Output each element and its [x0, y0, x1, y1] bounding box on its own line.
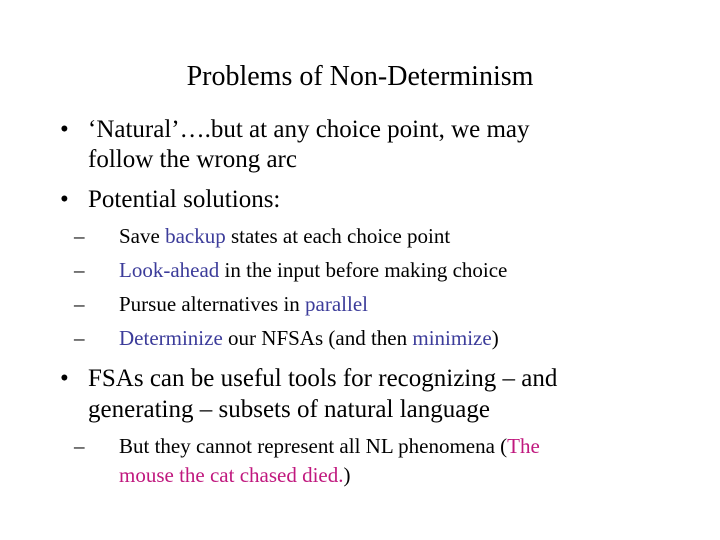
highlight-backup: backup: [165, 224, 226, 248]
highlight-parallel: parallel: [305, 292, 369, 316]
bullet-icon: •: [60, 186, 69, 213]
sub-item-nl-phenomena-line1: [119, 432, 540, 460]
sub-item-determinize: [119, 324, 499, 352]
sub-item-text: our NFSAs (and then: [222, 326, 413, 350]
dash-icon: –: [74, 434, 85, 458]
sub-item-text: states at each choice point: [225, 224, 451, 248]
sub-item-look-ahead: [119, 256, 507, 284]
dash-icon: –: [74, 258, 85, 282]
highlight-minimize: minimize: [412, 326, 492, 350]
sub-item-parallel: [119, 290, 368, 318]
bullet-icon: •: [60, 365, 69, 392]
bullet-fsas-line1: FSAs can be useful tools for recognizing – and: [88, 365, 558, 392]
slide-title: Problems of Non-Determinism: [186, 61, 534, 92]
sub-item-text: Save: [119, 224, 166, 248]
sub-item-save-backup: [119, 222, 450, 250]
sub-item-text: ): [491, 326, 499, 350]
example-sentence-start: The: [507, 434, 540, 458]
example-sentence-rest: mouse the cat chased died.: [119, 463, 344, 487]
bullet-icon: •: [60, 116, 69, 143]
bullet-fsas-line2: generating – subsets of natural language: [88, 396, 490, 423]
bullet-potential-solutions: Potential solutions:: [88, 186, 281, 213]
dash-icon: –: [74, 292, 85, 316]
sub-item-text: in the input before making choice: [219, 258, 508, 282]
dash-icon: –: [74, 224, 85, 248]
sub-item-nl-phenomena-line2: [119, 461, 351, 489]
sub-item-text: But they cannot represent all NL phenomena (: [119, 434, 508, 458]
highlight-determinize: Determinize: [119, 326, 223, 350]
highlight-look-ahead: Look-ahead: [119, 258, 220, 282]
sub-item-text: Pursue alternatives in: [119, 292, 306, 316]
bullet-natural-line1: ‘Natural’….but at any choice point, we may: [88, 116, 530, 143]
dash-icon: –: [74, 326, 85, 350]
bullet-natural-line2: follow the wrong arc: [88, 146, 297, 173]
sub-item-text: ): [343, 463, 351, 487]
